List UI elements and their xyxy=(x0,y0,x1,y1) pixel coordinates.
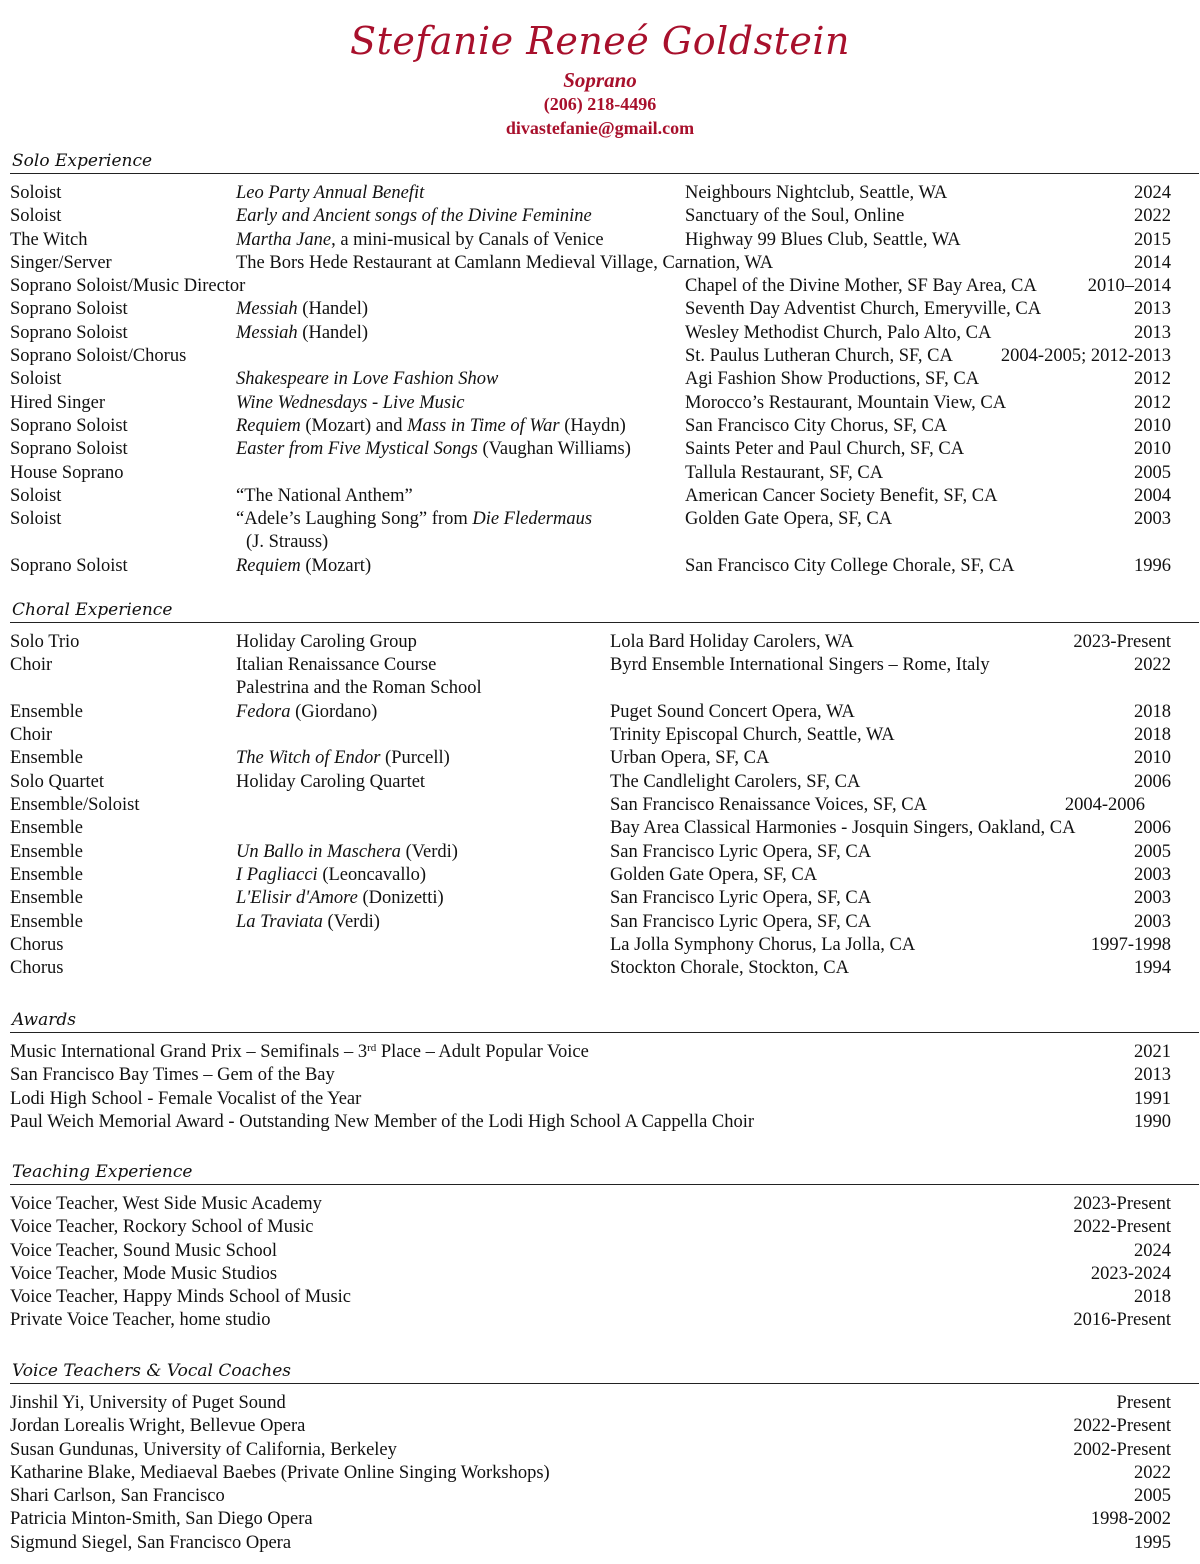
table-row: Soprano Soloist Easter from Five Mystical Songs (Vaughan Williams) Saints Peter and Paul Church, SF, CA 2010 xyxy=(10,439,1171,460)
table-row: Ensemble Fedora (Giordano) Puget Sound Concert Opera, WA 2018 xyxy=(10,701,1171,722)
table-row: Choir Italian Renaissance Course Palestrina and the Roman School Byrd Ensemble International Singers – Rome, Italy 2022 xyxy=(10,655,1171,699)
list-item: Susan Gundunas, University of California, Berkeley 2002-Present xyxy=(10,1439,1171,1460)
resume-header xyxy=(0,0,1200,140)
teaching-list xyxy=(10,1193,1199,1333)
teaching-section xyxy=(10,1161,1199,1333)
list-item: Paul Weich Memorial Award - Outstanding New Member of the Lodi High School A Cappella Choir 1990 xyxy=(10,1111,1171,1132)
list-item: Sigmund Siegel, San Francisco Opera 1995 xyxy=(10,1532,1171,1553)
list-item: Jinshil Yi, University of Puget Sound Present xyxy=(10,1393,1171,1413)
table-row: House Soprano Tallula Restaurant, SF, CA 2005 xyxy=(10,462,1171,483)
solo-experience-section xyxy=(10,150,1199,578)
voice-teachers-section xyxy=(10,1360,1199,1555)
list-item: Voice Teacher, Sound Music School 2024 xyxy=(10,1240,1171,1261)
table-row: Soprano Soloist Messiah (Handel) Seventh Day Adventist Church, Emeryville, CA 2013 xyxy=(10,299,1171,320)
table-row: Chorus Stockton Chorale, Stockton, CA 1994 xyxy=(10,958,1171,979)
table-row: Solo Trio Holiday Caroling Group Lola Bard Holiday Carolers, WA 2023-Present xyxy=(10,632,1171,652)
awards-list xyxy=(10,1041,1199,1134)
table-row: Ensemble Un Ballo in Maschera (Verdi) San Francisco Lyric Opera, SF, CA 2005 xyxy=(10,841,1171,862)
solo-list xyxy=(10,182,1199,578)
table-row: The Witch Martha Jane, a mini-musical by Canals of Venice Highway 99 Blues Club, Seattle, WA 2015 xyxy=(10,229,1171,250)
table-row: Soloist Early and Ancient songs of the Divine Feminine Sanctuary of the Soul, Online 2022 xyxy=(10,206,1171,227)
section-title: Teaching Experience xyxy=(10,1161,1199,1185)
table-row: Hired Singer Wine Wednesdays - Live Music Morocco’s Restaurant, Mountain View, CA 2012 xyxy=(10,392,1171,413)
section-title: Awards xyxy=(10,1009,1199,1033)
list-item: Voice Teacher, Happy Minds School of Music 2018 xyxy=(10,1287,1171,1308)
list-item: Lodi High School - Female Vocalist of the Year 1991 xyxy=(10,1088,1171,1109)
table-row: Soloist Shakespeare in Love Fashion Show Agi Fashion Show Productions, SF, CA 2012 xyxy=(10,369,1171,390)
list-item: San Francisco Bay Times – Gem of the Bay 2013 xyxy=(10,1065,1171,1086)
list-item: Music International Grand Prix – Semifinals – 3rd Place – Adult Popular Voice 2021 xyxy=(10,1042,1171,1062)
list-item: Patricia Minton-Smith, San Diego Opera 1998-2002 xyxy=(10,1509,1171,1530)
voice-type: Soprano xyxy=(563,68,637,92)
list-item: Shari Carlson, San Francisco 2005 xyxy=(10,1486,1171,1507)
table-row: Soprano Soloist Requiem (Mozart) San Francisco City College Chorale, SF, CA 1996 xyxy=(10,555,1171,576)
section-title: Voice Teachers & Vocal Coaches xyxy=(10,1360,1199,1384)
table-row: Solo Quartet Holiday Caroling Quartet The Candlelight Carolers, SF, CA 2006 xyxy=(10,771,1171,792)
table-row: Ensemble Bay Area Classical Harmonies - Josquin Singers, Oakland, CA 2006 xyxy=(10,818,1171,839)
table-row: Soloist “The National Anthem” American Cancer Society Benefit, SF, CA 2004 xyxy=(10,485,1171,506)
list-item: Voice Teacher, Mode Music Studios 2023-2024 xyxy=(10,1263,1171,1284)
table-row: Ensemble La Traviata (Verdi) San Francisco Lyric Opera, SF, CA 2003 xyxy=(10,911,1171,932)
table-row: Ensemble/Soloist San Francisco Renaissance Voices, SF, CA 2004-2006 xyxy=(10,795,1145,816)
phone-number: (206) 218-4496 xyxy=(543,94,657,114)
table-row: Soprano Soloist Requiem (Mozart) and Mass in Time of War (Haydn) San Francisco City Chorus, SF, CA 2010 xyxy=(10,415,1171,436)
performer-name: Stefanie Reneé Goldstein xyxy=(350,19,850,63)
table-row: Singer/Server The Bors Hede Restaurant at Camlann Medieval Village, Carnation, WA 2014 xyxy=(10,252,1171,273)
table-row: Soloist Leo Party Annual Benefit Neighbours Nightclub, Seattle, WA 2024 xyxy=(10,183,1171,203)
table-row: Ensemble I Pagliacci (Leoncavallo) Golden Gate Opera, SF, CA 2003 xyxy=(10,864,1171,885)
teachers-list xyxy=(10,1392,1199,1555)
table-row: Ensemble The Witch of Endor (Purcell) Urban Opera, SF, CA 2010 xyxy=(10,748,1171,769)
section-title: Solo Experience xyxy=(10,150,1199,174)
list-item: Private Voice Teacher, home studio 2016-Present xyxy=(10,1310,1171,1331)
list-item: Jordan Lorealis Wright, Bellevue Opera 2022-Present xyxy=(10,1416,1171,1437)
choral-experience-section xyxy=(10,599,1199,980)
table-row: Soprano Soloist Messiah (Handel) Wesley Methodist Church, Palo Alto, CA 2013 xyxy=(10,322,1171,343)
section-title: Choral Experience xyxy=(10,599,1199,623)
list-item: Voice Teacher, West Side Music Academy 2023-Present xyxy=(10,1194,1171,1214)
email-address[interactable]: divastefanie@gmail.com xyxy=(505,118,695,138)
awards-section xyxy=(10,1009,1199,1134)
table-row: Soprano Soloist/Music Director Chapel of the Divine Mother, SF Bay Area, CA 2010–2014 xyxy=(10,276,1171,297)
choral-list xyxy=(10,631,1199,980)
table-row: Soprano Soloist/Chorus St. Paulus Lutheran Church, SF, CA 2004-2005; 2012-2013 xyxy=(10,346,1171,367)
list-item: Katharine Blake, Mediaeval Baebes (Private Online Singing Workshops) 2022 xyxy=(10,1462,1171,1483)
table-row: Soloist “Adele’s Laughing Song” from Die Fledermaus (J. Strauss) Golden Gate Opera, SF, CA 2003 xyxy=(10,509,1171,553)
list-item: Voice Teacher, Rockory School of Music 2022-Present xyxy=(10,1217,1171,1238)
table-row: Ensemble L'Elisir d'Amore (Donizetti) San Francisco Lyric Opera, SF, CA 2003 xyxy=(10,888,1171,909)
table-row: Chorus La Jolla Symphony Chorus, La Jolla, CA 1997-1998 xyxy=(10,934,1171,955)
table-row: Choir Trinity Episcopal Church, Seattle, WA 2018 xyxy=(10,725,1171,746)
